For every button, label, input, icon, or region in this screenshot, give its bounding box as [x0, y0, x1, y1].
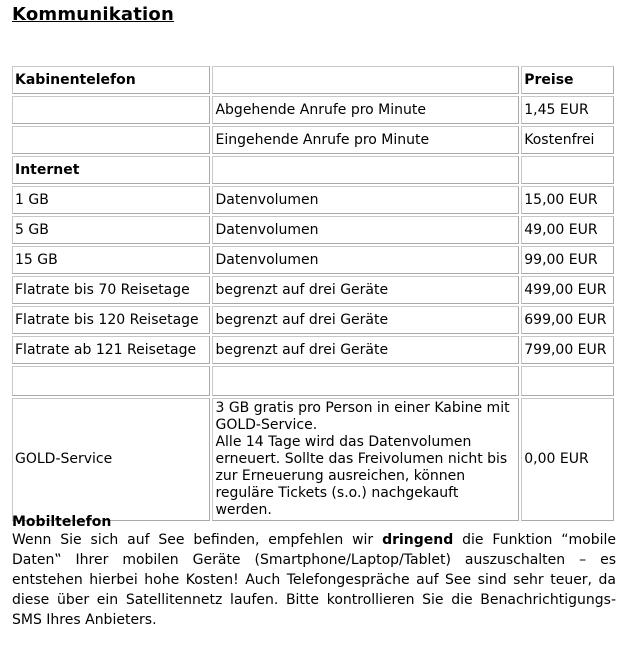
section-heading-kabinentelefon: Kabinentelefon: [12, 66, 210, 94]
mobile-text-after: die Funktion “mobile Daten‟ Ihrer mobilen Geräte (Smartphone/Laptop/Tablet) auszuschalten – es entstehen hierbei hohe Kosten! Auch Telefongespräche auf See sind sehr teuer, da diese über ein Satellitennetz laufen. Bitte kontrollieren Sie die Benachrichtigungs-SMS Ihres Anbieters.: [12, 532, 616, 628]
section-heading-internet: Internet: [12, 156, 210, 184]
table-cell: [521, 366, 614, 396]
table-cell-desc: Datenvolumen: [212, 186, 519, 214]
price-table: [10, 64, 616, 523]
table-cell-price: 499,00 EUR: [521, 276, 614, 304]
table-cell: [212, 156, 519, 184]
table-cell: [212, 366, 519, 396]
table-cell-price: 49,00 EUR: [521, 216, 614, 244]
table-cell-item: [12, 126, 210, 154]
table-cell-price: 799,00 EUR: [521, 336, 614, 364]
table-cell-item: 15 GB: [12, 246, 210, 274]
table-cell-desc: begrenzt auf drei Geräte: [212, 276, 519, 304]
table-cell-desc: begrenzt auf drei Geräte: [212, 336, 519, 364]
table-cell-desc: Datenvolumen: [212, 216, 519, 244]
table-cell: [521, 156, 614, 184]
table-cell-item: Flatrate bis 120 Reisetage: [12, 306, 210, 334]
mobile-text-bold: dringend: [382, 532, 454, 548]
table-header-row: [12, 66, 614, 94]
table-row: [12, 306, 614, 334]
table-cell-desc: [212, 398, 519, 521]
empty-row: [12, 366, 614, 396]
gold-desc-line1: 3 GB gratis pro Person in einer Kabine mit GOLD-Service.: [215, 400, 510, 433]
mobile-paragraph: [12, 530, 616, 630]
gold-service-row: [12, 398, 614, 521]
table-row: [12, 96, 614, 124]
gold-desc-line2: Alle 14 Tage wird das Datenvolumen erneuert. Sollte das Freivolumen nicht bis zur Erneuerung ausreichen, können reguläre Tickets (s.o.) nachgekauft werden.: [215, 434, 508, 518]
table-cell: [212, 66, 519, 94]
page-title: Kommunikation: [12, 4, 174, 25]
table-cell-price: 15,00 EUR: [521, 186, 614, 214]
table-cell-price: 99,00 EUR: [521, 246, 614, 274]
table-row: [12, 336, 614, 364]
table-cell-item: [12, 96, 210, 124]
table-row: [12, 216, 614, 244]
table-row: [12, 276, 614, 304]
table-cell-desc: begrenzt auf drei Geräte: [212, 306, 519, 334]
table-row: [12, 186, 614, 214]
section-row-internet: [12, 156, 614, 184]
table-row: [12, 126, 614, 154]
table-cell-item: Flatrate ab 121 Reisetage: [12, 336, 210, 364]
table-cell-desc: Datenvolumen: [212, 246, 519, 274]
table-cell-item: GOLD-Service: [12, 398, 210, 521]
mobile-heading: Mobiltelefon: [12, 514, 112, 530]
mobile-section: [12, 514, 616, 630]
table-cell-item: 1 GB: [12, 186, 210, 214]
table-cell-price: 1,45 EUR: [521, 96, 614, 124]
column-header-preise: Preise: [521, 66, 614, 94]
table-cell-desc: Abgehende Anrufe pro Minute: [212, 96, 519, 124]
table-row: [12, 246, 614, 274]
table-cell-price: 699,00 EUR: [521, 306, 614, 334]
table-cell-item: 5 GB: [12, 216, 210, 244]
table-cell-item: Flatrate bis 70 Reisetage: [12, 276, 210, 304]
table-cell-desc: Eingehende Anrufe pro Minute: [212, 126, 519, 154]
table-cell-price: Kostenfrei: [521, 126, 614, 154]
table-cell-price: 0,00 EUR: [521, 398, 614, 521]
mobile-text-before: Wenn Sie sich auf See befinden, empfehlen wir: [12, 532, 383, 548]
table-cell: [12, 366, 210, 396]
